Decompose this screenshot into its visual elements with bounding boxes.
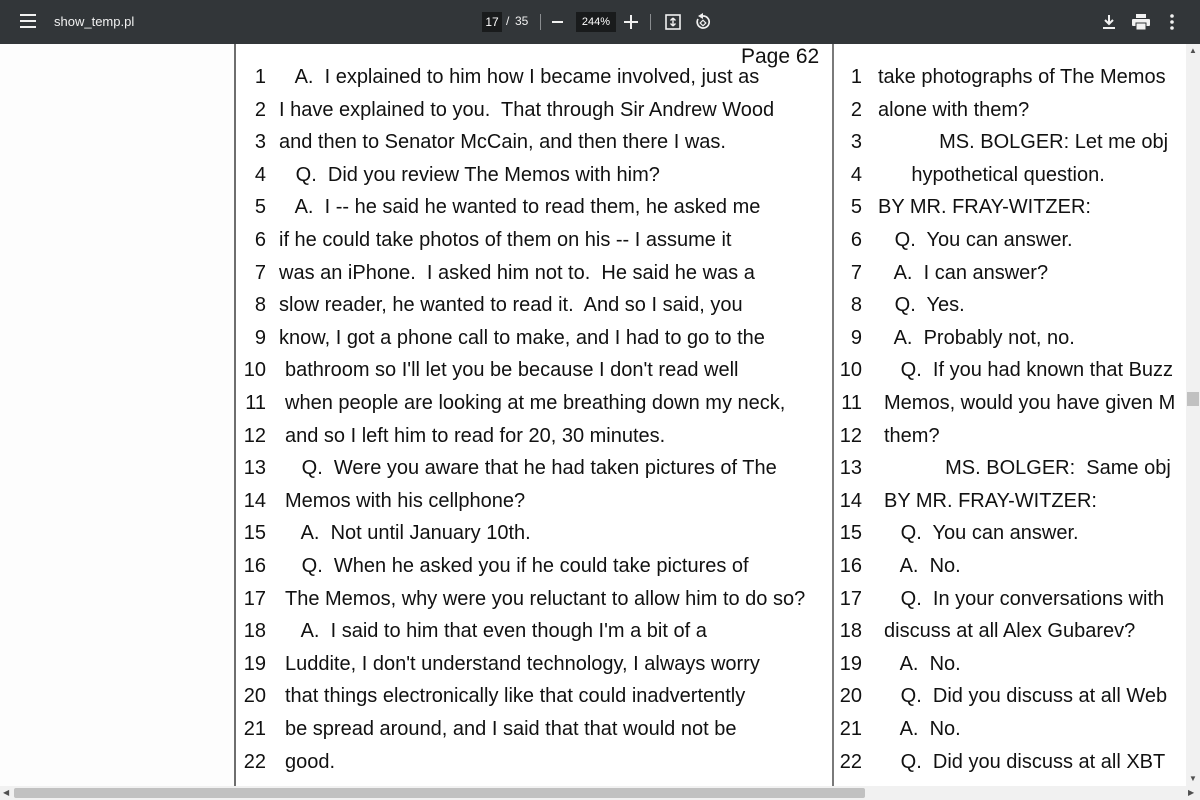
line-number: 18	[243, 620, 266, 643]
transcript-line: A. No.	[884, 555, 961, 577]
transcript-line: Q. Did you review The Memos with him?	[279, 163, 660, 186]
transcript-line: was an iPhone. I asked him not to. He said he was a	[279, 261, 755, 284]
line-number: 21	[839, 718, 862, 740]
transcript-line: Q. You can answer.	[884, 522, 1079, 545]
download-icon[interactable]	[1102, 14, 1116, 30]
transcript-line: A. No.	[884, 652, 961, 675]
transcript-line: I have explained to you. That through Sir Andrew Wood	[279, 98, 775, 121]
menu-icon[interactable]	[20, 14, 36, 28]
line-number: 13	[839, 457, 862, 480]
transcript-line: Q. You can answer.	[878, 229, 1073, 251]
transcript-line: A. I said to him that even though I'm a bit of a	[285, 620, 707, 643]
transcript-line: Q. When he asked you if he could take pictures of	[285, 555, 749, 577]
line-number: 12	[243, 424, 266, 447]
line-number: 1	[850, 66, 862, 88]
line-number: 9	[850, 326, 862, 349]
line-number: 10	[243, 359, 266, 382]
line-number: 10	[839, 359, 862, 382]
line-number: 1	[254, 66, 266, 88]
rotate-icon[interactable]	[694, 13, 712, 31]
scroll-right-arrow-icon[interactable]: ▶	[1188, 788, 1195, 797]
line-number: 5	[254, 196, 266, 219]
transcript-line: Luddite, I don't understand technology, I always worry	[285, 652, 760, 675]
transcript-line: when people are looking at me breathing down my neck,	[285, 392, 786, 414]
line-number: 12	[839, 424, 862, 447]
line-number: 2	[254, 98, 266, 121]
toolbar-divider	[540, 14, 541, 30]
line-number: 22	[243, 750, 266, 773]
line-number: 15	[243, 522, 266, 545]
line-number: 6	[254, 229, 266, 251]
transcript-line: A. I can answer?	[878, 261, 1049, 284]
transcript-line: them?	[884, 424, 940, 447]
line-number: 20	[243, 685, 266, 708]
transcript-line: MS. BOLGER: Let me obj	[878, 131, 1169, 154]
toolbar-divider	[650, 14, 651, 30]
line-number: 11	[841, 392, 862, 414]
transcript-line: BY MR. FRAY-WITZER:	[878, 196, 1091, 219]
line-number: 2	[850, 98, 862, 121]
transcript-line: A. No.	[884, 718, 961, 740]
line-number: 8	[850, 294, 862, 317]
line-number: 22	[839, 750, 862, 773]
line-number: 18	[839, 620, 862, 643]
transcript-line: Q. Did you discuss at all XBT	[884, 750, 1166, 773]
line-number: 7	[850, 261, 862, 284]
transcript-line: Q. In your conversations with	[884, 587, 1165, 610]
line-number: 14	[839, 489, 862, 512]
line-number: 15	[839, 522, 862, 545]
line-number: 4	[254, 163, 266, 186]
current-page-input[interactable]: 17	[482, 12, 502, 32]
more-vert-icon[interactable]	[1169, 14, 1175, 30]
transcript-line: bathroom so I'll let you be because I don't read well	[285, 359, 739, 382]
transcript-line: be spread around, and I said that that would not be	[285, 718, 737, 740]
line-number: 21	[243, 718, 266, 740]
pdf-toolbar	[0, 0, 1200, 44]
total-pages: 35	[515, 14, 529, 28]
transcript-line: discuss at all Alex Gubarev?	[884, 620, 1136, 643]
line-number: 17	[243, 587, 266, 610]
scroll-left-arrow-icon[interactable]: ◀	[3, 788, 10, 797]
print-icon[interactable]	[1132, 14, 1150, 30]
vertical-scrollbar[interactable]	[1186, 44, 1200, 786]
zoom-in-button[interactable]	[624, 15, 638, 29]
transcript-line: and then to Senator McCain, and then there I was.	[279, 131, 726, 154]
line-number: 6	[850, 229, 862, 251]
transcript-line: A. Probably not, no.	[878, 326, 1075, 349]
transcript-line: A. I explained to him how I became involved, just as	[279, 66, 760, 88]
line-number: 3	[254, 131, 266, 154]
scroll-down-arrow-icon[interactable]: ▼	[1189, 774, 1197, 783]
transcript-line: and so I left him to read for 20, 30 minutes.	[285, 424, 666, 447]
transcript-line: A. I -- he said he wanted to read them, he asked me	[279, 196, 761, 219]
transcript-line: good.	[285, 750, 336, 773]
page-margin	[0, 44, 236, 786]
line-number: 17	[839, 587, 862, 610]
fit-to-page-icon[interactable]	[665, 14, 681, 30]
column-divider	[832, 44, 834, 786]
horizontal-scrollbar-thumb[interactable]	[14, 788, 865, 798]
page-separator: /	[506, 14, 510, 28]
transcript-line: A. Not until January 10th.	[285, 522, 531, 545]
scroll-up-arrow-icon[interactable]: ▲	[1189, 46, 1197, 55]
line-number: 3	[850, 131, 862, 154]
line-number: 14	[243, 489, 266, 512]
transcript-line: know, I got a phone call to make, and I had to go to the	[279, 326, 765, 349]
transcript-line: The Memos, why were you reluctant to allow him to do so?	[285, 587, 806, 610]
line-number: 20	[839, 685, 862, 708]
line-number: 11	[245, 392, 266, 414]
transcript-line: hypothetical question.	[878, 163, 1105, 186]
transcript-line: Q. Yes.	[878, 294, 965, 317]
transcript-line: that things electronically like that could inadvertently	[285, 685, 746, 708]
transcript-line: take photographs of The Memos	[878, 66, 1166, 88]
transcript-line: Memos with his cellphone?	[285, 489, 526, 512]
transcript-line: Q. Did you discuss at all Web	[884, 685, 1168, 708]
transcript-line: BY MR. FRAY-WITZER:	[884, 489, 1097, 512]
line-number: 13	[243, 457, 266, 480]
transcript-line: Memos, would you have given M	[884, 392, 1176, 414]
transcript-line: Q. If you had known that Buzz	[884, 359, 1174, 382]
zoom-out-button[interactable]	[552, 21, 563, 23]
transcript-line: slow reader, he wanted to read it. And so I said, you	[279, 294, 743, 317]
zoom-level-input[interactable]: 244%	[576, 12, 616, 32]
transcript-line: MS. BOLGER: Same obj	[884, 457, 1171, 480]
line-number: 9	[254, 326, 266, 349]
line-number: 16	[839, 555, 862, 577]
line-number: 7	[254, 261, 266, 284]
line-number: 5	[850, 196, 862, 219]
vertical-scrollbar-thumb[interactable]	[1187, 392, 1199, 406]
line-number: 19	[839, 652, 862, 675]
page-number-label: Page 62	[741, 45, 820, 68]
line-number: 19	[243, 652, 266, 675]
line-number: 8	[254, 294, 266, 317]
transcript-line: alone with them?	[878, 98, 1030, 121]
transcript-line: if he could take photos of them on his -- I assume it	[279, 229, 732, 251]
document-title: show_temp.pl	[54, 14, 135, 29]
transcript-line: Q. Were you aware that he had taken pictures of The	[285, 457, 777, 480]
line-number: 16	[243, 555, 266, 577]
line-number: 4	[850, 163, 862, 186]
